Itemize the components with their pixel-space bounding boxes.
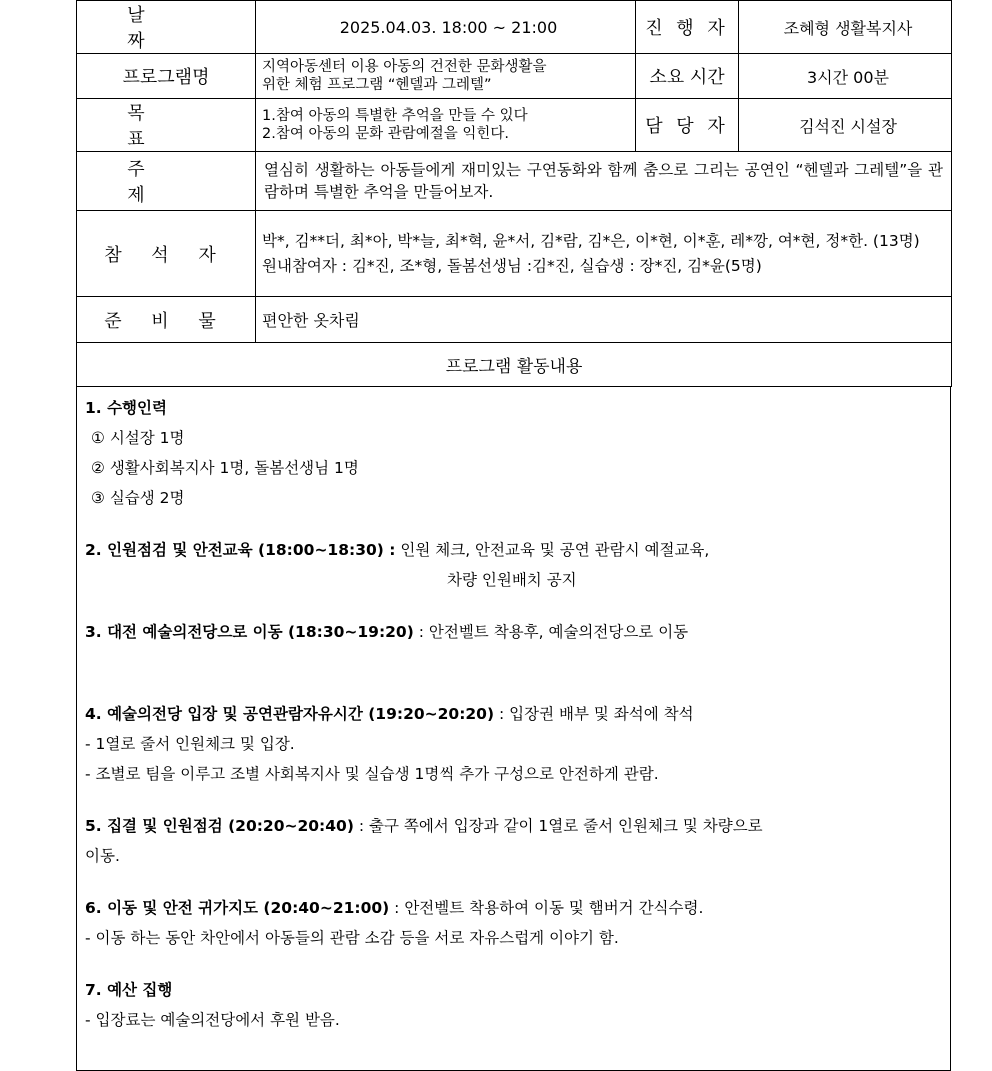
section-5 bbox=[85, 811, 942, 841]
attendee-staff: 원내참여자 : 김*진, 조*형, 돌봄선생님 :김*진, 실습생 : 장*진, 김*윤(5명) bbox=[262, 256, 762, 275]
activity-content bbox=[76, 387, 951, 1071]
program-name-line-1: 지역아동센터 이용 아동의 건전한 문화생활을 bbox=[262, 59, 547, 75]
attendee-label: 참 석 자 bbox=[77, 211, 256, 297]
program-name-line-2: 위한 체험 프로그램 “헨델과 그레텔” bbox=[262, 77, 492, 93]
section-4-text: : 입장권 배부 및 좌석에 착석 bbox=[494, 705, 694, 723]
program-report-document bbox=[76, 0, 951, 1066]
list-item: ② 생활사회복지사 1명, 돌봄선생님 1명 bbox=[91, 459, 359, 477]
list-item: ③ 실습생 2명 bbox=[91, 489, 185, 507]
goal-value bbox=[256, 99, 636, 152]
manager-label: 담 당 자 bbox=[636, 99, 739, 152]
section-5-title: 5. 집결 및 인원점검 (20:20~20:40) bbox=[85, 817, 354, 835]
program-info-table bbox=[76, 0, 952, 387]
spacer bbox=[85, 871, 942, 893]
program-name-value bbox=[256, 54, 636, 99]
section-2 bbox=[85, 535, 942, 565]
host-value: 조혜형 생활복지사 bbox=[739, 1, 952, 54]
spacer bbox=[85, 513, 942, 535]
attendee-children: 박*, 김**더, 최*아, 박*늘, 최*혁, 윤*서, 김*람, 김*은, 이*현, 이*훈, 레*깡, 여*현, 정*한. (13명) bbox=[262, 231, 920, 250]
section-5-text: : 출구 쪽에서 입장과 같이 1열로 줄서 인원체크 및 차량으로 bbox=[353, 817, 763, 835]
duration-label: 소요 시간 bbox=[636, 54, 739, 99]
activity-header: 프로그램 활동내용 bbox=[77, 343, 952, 387]
duration-value: 3시간 00분 bbox=[739, 54, 952, 99]
section-3-text: : 안전벨트 착용후, 예술의전당으로 이동 bbox=[413, 623, 689, 641]
attendee-value bbox=[256, 211, 952, 297]
section-4 bbox=[85, 699, 942, 729]
list-item: - 입장료는 예술의전당에서 후원 받음. bbox=[85, 1011, 340, 1029]
section-3 bbox=[85, 617, 942, 647]
section-2-title: 2. 인원점검 및 안전교육 (18:00~18:30) : bbox=[85, 541, 396, 559]
section-1-title: 1. 수행인력 bbox=[85, 399, 167, 417]
spacer bbox=[85, 647, 942, 699]
list-item: ① 시설장 1명 bbox=[91, 429, 185, 447]
host-label: 진 행 자 bbox=[636, 1, 739, 54]
section-3-title: 3. 대전 예술의전당으로 이동 (18:30~19:20) bbox=[85, 623, 414, 641]
section-2-text: 인원 체크, 안전교육 및 공연 관람시 예절교육, bbox=[395, 541, 710, 559]
supplies-value: 편안한 옷차림 bbox=[256, 297, 952, 343]
spacer bbox=[85, 789, 942, 811]
section-4-title: 4. 예술의전당 입장 및 공연관람자유시간 (19:20~20:20) bbox=[85, 705, 495, 723]
program-name-label: 프로그램명 bbox=[77, 54, 256, 99]
date-value: 2025.04.03. 18:00 ~ 21:00 bbox=[256, 1, 636, 54]
goal-line-1: 1.참여 아동의 특별한 추억을 만들 수 있다 bbox=[262, 108, 528, 124]
theme-value: 열심히 생활하는 아동들에게 재미있는 구연동화와 함께 춤으로 그리는 공연인 “헨델과 그레텔”을 관람하며 특별한 추억을 만들어보자. bbox=[256, 152, 952, 211]
section-6 bbox=[85, 893, 942, 923]
theme-label: 주 제 bbox=[77, 152, 256, 211]
section-5-text-continued: 이동. bbox=[85, 847, 120, 865]
supplies-label: 준 비 물 bbox=[77, 297, 256, 343]
date-label: 날 짜 bbox=[77, 1, 256, 54]
section-6-text: : 안전벨트 착용하여 이동 및 햄버거 간식수령. bbox=[389, 899, 704, 917]
spacer bbox=[85, 953, 942, 975]
list-item: - 1열로 줄서 인원체크 및 입장. bbox=[85, 735, 295, 753]
list-item: - 조별로 팀을 이루고 조별 사회복지사 및 실습생 1명씩 추가 구성으로 안전하게 관람. bbox=[85, 765, 659, 783]
list-item: - 이동 하는 동안 차안에서 아동들의 관람 소감 등을 서로 자유스럽게 이야기 함. bbox=[85, 929, 619, 947]
goal-line-2: 2.참여 아동의 문화 관람예절을 익힌다. bbox=[262, 126, 509, 142]
section-2-text-continued: 차량 인원배치 공지 bbox=[447, 571, 577, 589]
section-6-title: 6. 이동 및 안전 귀가지도 (20:40~21:00) bbox=[85, 899, 390, 917]
spacer bbox=[85, 595, 942, 617]
manager-value: 김석진 시설장 bbox=[739, 99, 952, 152]
section-7-title: 7. 예산 집행 bbox=[85, 981, 173, 999]
goal-label: 목 표 bbox=[77, 99, 256, 152]
